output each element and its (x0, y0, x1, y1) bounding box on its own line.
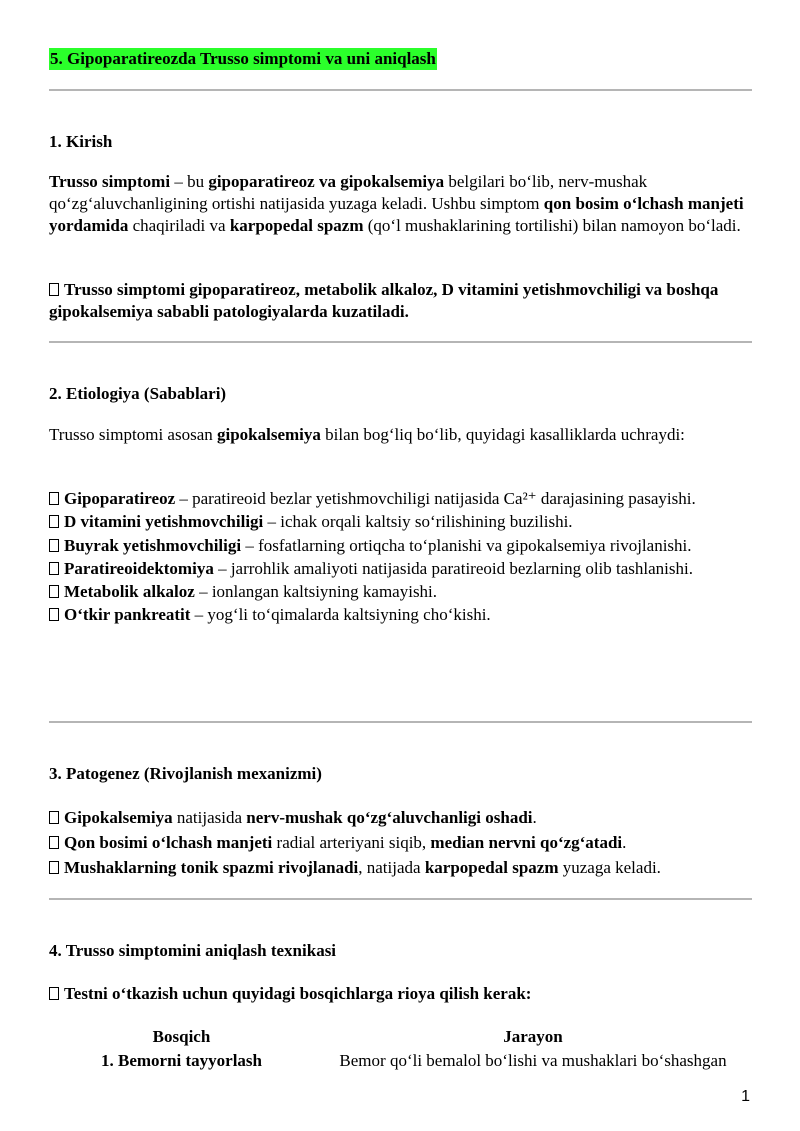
item-term: Metabolik alkaloz (64, 581, 195, 601)
item-text: – ionlangan kaltsiyning kamayishi. (194, 581, 438, 601)
note-text: Testni o‘tkazish uchun quyidagi bosqichlarga rioya qilish kerak: (64, 984, 532, 1003)
checkbox-glyph-icon (49, 283, 59, 296)
term: Trusso simptomi (49, 172, 171, 191)
text: belgilari bo‘lib, nerv-mushak qo‘zg‘aluvchanligining ortishi natijasida yuzaga keladi. Ushbu simptom (49, 172, 648, 213)
list-item (49, 510, 752, 534)
table-cell: Bemor qo‘li bemalol bo‘lishi va mushaklari bo‘shashgan (339, 1051, 727, 1070)
text: . (622, 833, 627, 852)
page-number: 1 (741, 1088, 750, 1105)
section-heading: 2. Etiologiya (Sabablari) (49, 384, 227, 403)
title-wrap (49, 48, 437, 70)
patogenez-list (49, 805, 752, 880)
item-text: – jarrohlik amaliyoti natijasida paratireoid bezlarning olib tashlanishi. (213, 558, 693, 578)
list-item (49, 534, 752, 557)
term: Gipokalsemiya (64, 808, 173, 827)
item-term: O‘tkir pankreatit (64, 605, 191, 624)
texnika-note (49, 983, 752, 1005)
procedure-table (49, 1025, 752, 1073)
column-header: Bosqich (152, 1027, 211, 1046)
term: gipoparatireoz va gipokalsemiya (208, 172, 445, 191)
paragraph (49, 171, 752, 237)
checkbox-glyph-icon (49, 492, 59, 505)
list-item (49, 487, 752, 510)
item-text: – ichak orqali kaltsiy so‘rilishining buzilishi. (263, 512, 573, 531)
checkbox-glyph-icon (49, 811, 59, 824)
document-title: 5. Gipoparatireozda Trusso simptomi va uni aniqlash (50, 49, 436, 68)
list-item (49, 603, 752, 627)
note (49, 279, 752, 323)
text: (qo‘l mushaklarining tortilishi) bilan namoyon bo‘ladi. (363, 216, 741, 235)
text: radial arteriyani siqib, (272, 833, 431, 852)
note-text: Trusso simptomi gipoparatireoz, metabolik alkaloz, D vitamini yetishmovchiligi va boshqa gipokalsemiya sababli patologiyalarda kuzatiladi. (49, 280, 719, 321)
column-header: Jarayon (503, 1027, 563, 1046)
item-term: Gipoparatireoz (64, 489, 176, 508)
list-item (49, 557, 752, 580)
section-heading: 3. Patogenez (Rivojlanish mexanizmi) (49, 764, 322, 783)
term: Qon bosimi o‘lchash manjeti (64, 833, 273, 852)
term: median nervni qo‘zg‘atadi (430, 833, 623, 852)
paragraph (49, 424, 752, 446)
checkbox-glyph-icon (49, 539, 59, 552)
section-etiologiya (49, 383, 752, 405)
term: Mushaklarning tonik spazmi rivojlanadi (64, 858, 359, 877)
checkbox-glyph-icon (49, 861, 59, 874)
text: chaqiriladi va (128, 216, 230, 235)
divider (49, 89, 752, 91)
table-header-row (49, 1025, 752, 1049)
text: yuzaga keladi. (558, 858, 661, 877)
section-kirish (49, 131, 752, 153)
list-item (49, 830, 752, 855)
etiologiya-intro (49, 424, 752, 446)
term: karpopedal spazm (424, 858, 559, 877)
list-item (49, 580, 752, 604)
section-heading: 1. Kirish (49, 132, 113, 151)
kirish-paragraph (49, 171, 752, 237)
section-patogenez (49, 763, 752, 785)
etiologiya-list (49, 487, 752, 627)
item-text: – yog‘li to‘qimalarda kaltsiyning cho‘kishi. (190, 605, 491, 624)
item-term: D vitamini yetishmovchiligi (64, 512, 264, 531)
term: qon bosim o‘lchash manjeti yordamida (49, 194, 744, 235)
checkbox-glyph-icon (49, 515, 59, 528)
text: . (532, 808, 537, 827)
divider (49, 341, 752, 343)
text: , natijada (358, 858, 425, 877)
item-text: – fosfatlarning ortiqcha to‘planishi va gipokalsemiya rivojlanishi. (241, 535, 692, 555)
term: gipokalsemiya (216, 425, 321, 444)
text: – bu (170, 172, 209, 191)
divider (49, 898, 752, 900)
text: natijasida (172, 808, 247, 827)
item-term: Buyrak yetishmovchiligi (64, 535, 242, 555)
checkbox-glyph-icon (49, 585, 59, 598)
kirish-note (49, 279, 752, 323)
checkbox-glyph-icon (49, 608, 59, 621)
section-texnika (49, 940, 752, 962)
checkbox-glyph-icon (49, 836, 59, 849)
note (49, 983, 752, 1005)
item-text: – paratireoid bezlar yetishmovchiligi natijasida Ca²⁺ darajasining pasayishi. (175, 489, 696, 508)
term: nerv-mushak qo‘zg‘aluvchanligi oshadi (246, 808, 533, 827)
checkbox-glyph-icon (49, 987, 59, 1000)
list-item (49, 855, 752, 880)
divider (49, 721, 752, 723)
list-item (49, 805, 752, 830)
term: karpopedal spazm (229, 216, 364, 235)
table-row (49, 1049, 752, 1073)
checkbox-glyph-icon (49, 562, 59, 575)
text: bilan bog‘liq bo‘lib, quyidagi kasalliklarda uchraydi: (320, 425, 685, 444)
table-cell: 1. Bemorni tayyorlash (100, 1051, 263, 1070)
text: Trusso simptomi asosan (49, 425, 217, 444)
section-heading: 4. Trusso simptomini aniqlash texnikasi (49, 941, 337, 960)
item-term: Paratireoidektomiya (64, 558, 214, 578)
